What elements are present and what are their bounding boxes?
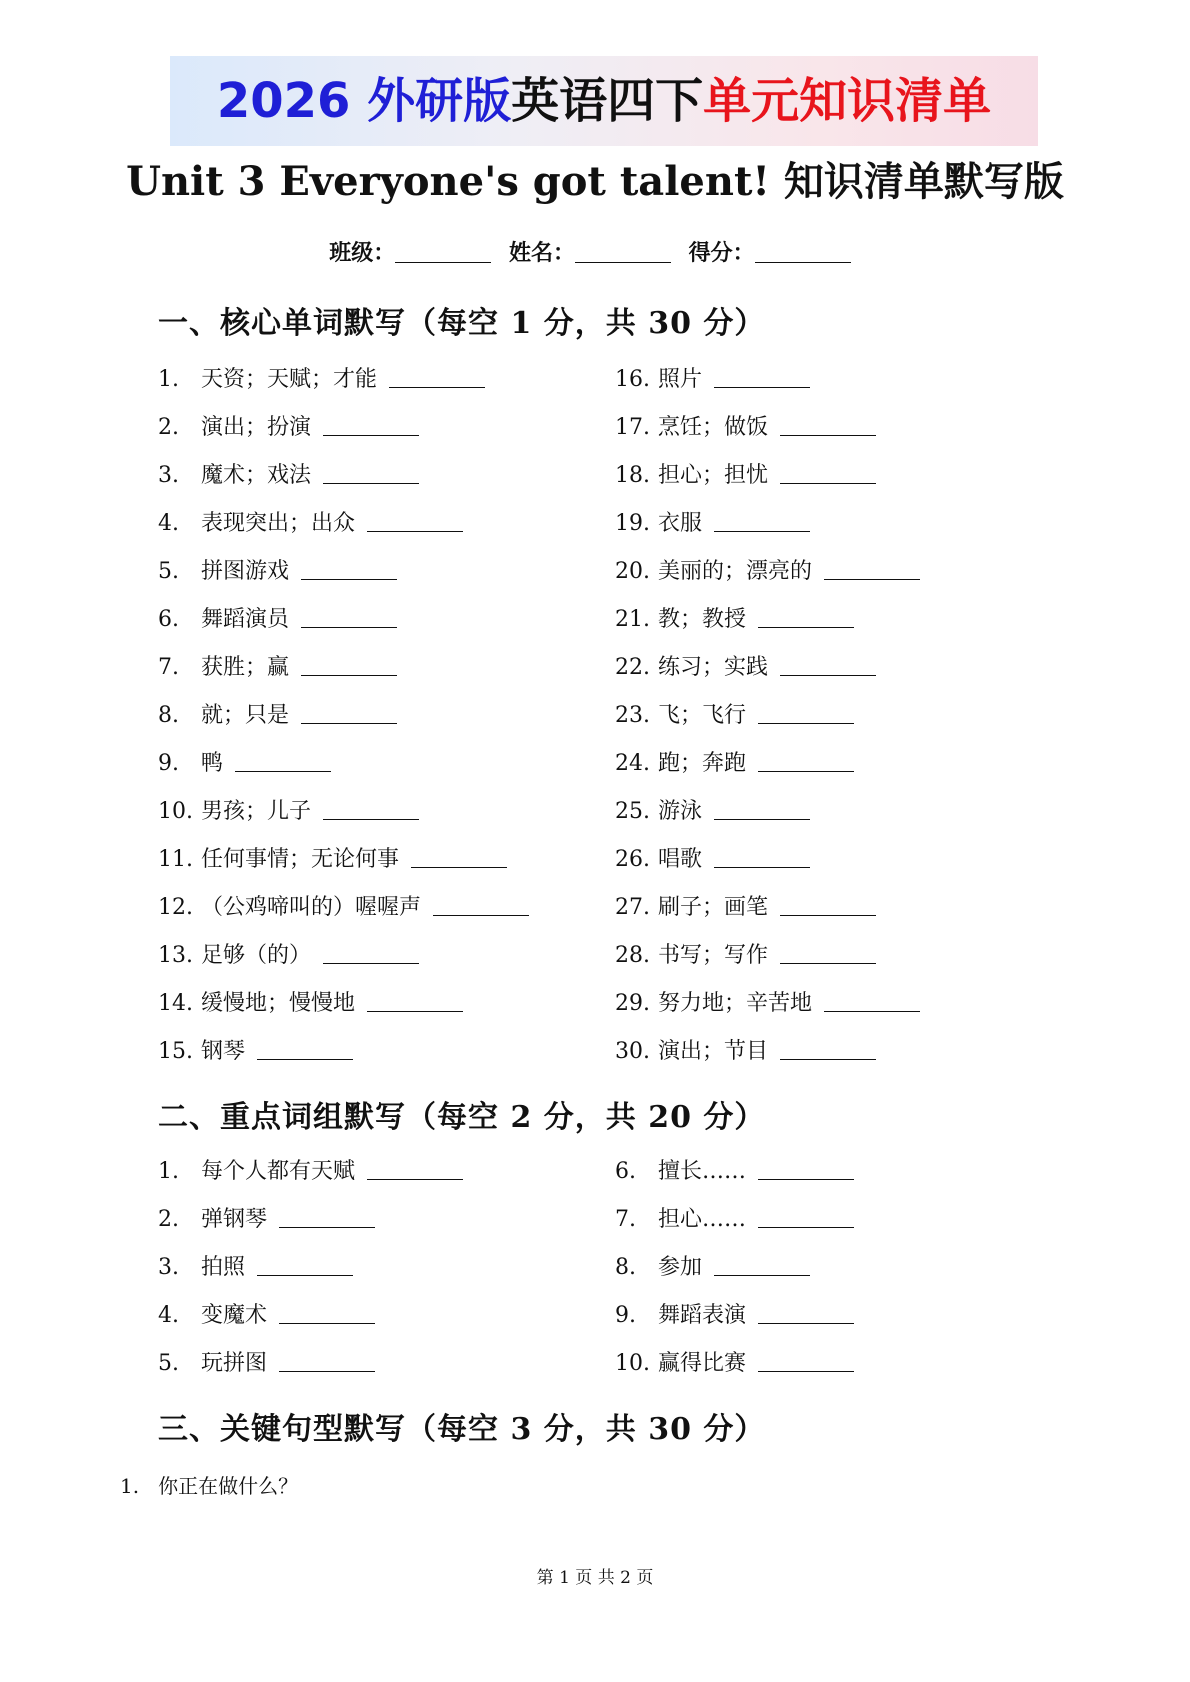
item-text: 烹饪；做饭 [658, 415, 769, 440]
answer-blank[interactable] [433, 895, 529, 916]
item-text: 飞；飞行 [658, 703, 747, 728]
item-number: 5. [158, 1351, 179, 1376]
item-text: 游泳 [658, 799, 703, 824]
item-text: 努力地；辛苦地 [658, 991, 813, 1016]
answer-blank[interactable] [758, 703, 854, 724]
item-text: 天资；天赋；才能 [201, 367, 378, 392]
item-text: 擅长…… [658, 1159, 747, 1184]
sentence-item [120, 1470, 298, 1499]
item-text: 拍照 [201, 1255, 246, 1280]
item-text: 书写；写作 [658, 943, 769, 968]
item-text: 美丽的；漂亮的 [658, 559, 813, 584]
item-number: 1. [158, 1159, 179, 1184]
answer-blank[interactable] [257, 1255, 353, 1276]
answer-blank[interactable] [714, 847, 810, 868]
item-text: 演出；扮演 [201, 415, 312, 440]
item-number: 7. [158, 655, 179, 680]
answer-blank[interactable] [367, 991, 463, 1012]
list-item [158, 653, 397, 683]
item-number: 5. [158, 559, 179, 584]
item-text: 魔术；戏法 [201, 463, 312, 488]
item-text: 缓慢地；慢慢地 [201, 991, 356, 1016]
item-number: 24. [615, 751, 650, 776]
answer-blank[interactable] [323, 943, 419, 964]
item-number: 7. [615, 1207, 636, 1232]
list-item [615, 941, 876, 971]
item-number: 29. [615, 991, 650, 1016]
item-number: 30. [615, 1039, 650, 1064]
item-text: 就；只是 [201, 703, 290, 728]
item-number: 17. [615, 415, 650, 440]
answer-blank[interactable] [323, 799, 419, 820]
section-heading-sentences: 三、关键句型默写（每空 3 分，共 30 分） [158, 1412, 766, 1447]
list-item [615, 461, 876, 491]
item-text: 赢得比赛 [658, 1351, 747, 1376]
answer-blank[interactable] [301, 703, 397, 724]
section-heading-words: 一、核心单词默写（每空 1 分，共 30 分） [158, 306, 766, 341]
item-number: 10. [158, 799, 193, 824]
answer-blank[interactable] [367, 511, 463, 532]
sentence-text: 你正在做什么？ [158, 1474, 299, 1498]
item-number: 25. [615, 799, 650, 824]
answer-blank[interactable] [279, 1303, 375, 1324]
answer-blank[interactable] [758, 1351, 854, 1372]
item-number: 20. [615, 559, 650, 584]
answer-blank[interactable] [279, 1207, 375, 1228]
list-item [158, 845, 507, 875]
item-text: 玩拼图 [201, 1351, 268, 1376]
item-text: 演出；节目 [658, 1039, 769, 1064]
item-number: 14. [158, 991, 193, 1016]
item-text: 教；教授 [658, 607, 747, 632]
list-item [615, 989, 920, 1019]
item-number: 16. [615, 367, 650, 392]
answer-blank[interactable] [367, 1159, 463, 1180]
item-number: 10. [615, 1351, 650, 1376]
item-number: 11. [158, 847, 193, 872]
list-item [615, 509, 810, 539]
list-item [158, 1037, 353, 1067]
answer-blank[interactable] [235, 751, 331, 772]
item-number: 18. [615, 463, 650, 488]
name-label: 姓名： [508, 240, 575, 266]
list-item [615, 797, 810, 827]
item-text: 每个人都有天赋 [201, 1159, 356, 1184]
list-item [158, 989, 463, 1019]
item-text: 足够（的） [201, 943, 312, 968]
answer-blank[interactable] [758, 1207, 854, 1228]
list-item [158, 1205, 375, 1235]
item-text: 舞蹈演员 [201, 607, 290, 632]
list-item [615, 1205, 854, 1235]
item-number: 3. [158, 463, 179, 488]
item-text: 练习；实践 [658, 655, 769, 680]
answer-blank[interactable] [780, 415, 876, 436]
item-text: 变魔术 [201, 1303, 268, 1328]
list-item [158, 557, 397, 587]
answer-blank[interactable] [714, 799, 810, 820]
list-item [158, 797, 419, 827]
item-text: 唱歌 [658, 847, 703, 872]
banner-title-part3: 单元知识清单 [703, 73, 992, 129]
item-number: 15. [158, 1039, 193, 1064]
item-number: 9. [158, 751, 179, 776]
list-item [158, 701, 397, 731]
list-item [158, 749, 331, 779]
item-number: 2. [158, 415, 179, 440]
page-subtitle: Unit 3 Everyone's got talent! 知识清单默写版 [126, 158, 1064, 205]
title-banner [170, 56, 1038, 146]
list-item [158, 1349, 375, 1379]
item-number: 8. [615, 1255, 636, 1280]
list-item [615, 365, 810, 395]
item-number: 12. [158, 895, 193, 920]
item-number: 28. [615, 943, 650, 968]
list-item [615, 1253, 810, 1283]
item-text: 鸭 [201, 751, 224, 776]
item-text: 跑；奔跑 [658, 751, 747, 776]
answer-blank[interactable] [279, 1351, 375, 1372]
list-item [158, 461, 419, 491]
answer-blank[interactable] [758, 607, 854, 628]
item-text: 弹钢琴 [201, 1207, 268, 1232]
answer-blank[interactable] [714, 367, 810, 388]
item-number: 4. [158, 1303, 179, 1328]
item-number: 22. [615, 655, 650, 680]
answer-blank[interactable] [824, 991, 920, 1012]
answer-blank[interactable] [714, 1255, 810, 1276]
answer-blank[interactable] [758, 1159, 854, 1180]
list-item [615, 605, 854, 635]
item-text: 刷子；画笔 [658, 895, 769, 920]
item-text: 担心；担忧 [658, 463, 769, 488]
name-blank [575, 240, 671, 263]
item-number: 1. [158, 367, 179, 392]
item-number: 19. [615, 511, 650, 536]
answer-blank[interactable] [323, 415, 419, 436]
answer-blank[interactable] [301, 607, 397, 628]
answer-blank[interactable] [780, 895, 876, 916]
score-blank [755, 240, 851, 263]
score-label: 得分： [688, 240, 755, 266]
item-number: 23. [615, 703, 650, 728]
sentence-number: 1. [120, 1474, 140, 1498]
item-text: 参加 [658, 1255, 703, 1280]
list-item [158, 509, 463, 539]
answer-blank[interactable] [714, 511, 810, 532]
list-item [615, 1301, 854, 1331]
list-item [615, 1157, 854, 1187]
item-text: 衣服 [658, 511, 703, 536]
item-text: 照片 [658, 367, 703, 392]
list-item [615, 893, 876, 923]
answer-blank[interactable] [389, 367, 485, 388]
list-item [615, 1349, 854, 1379]
item-number: 21. [615, 607, 650, 632]
item-number: 8. [158, 703, 179, 728]
page-footer: 第 1 页 共 2 页 [536, 1568, 654, 1588]
item-number: 6. [158, 607, 179, 632]
item-number: 26. [615, 847, 650, 872]
item-number: 9. [615, 1303, 636, 1328]
list-item [615, 413, 876, 443]
class-label: 班级： [329, 240, 396, 266]
answer-blank[interactable] [257, 1039, 353, 1060]
answer-blank[interactable] [758, 1303, 854, 1324]
answer-blank[interactable] [301, 655, 397, 676]
list-item [158, 413, 419, 443]
item-text: 拼图游戏 [201, 559, 290, 584]
list-item [158, 893, 529, 923]
answer-blank[interactable] [824, 559, 920, 580]
item-number: 4. [158, 511, 179, 536]
item-text: （公鸡啼叫的）喔喔声 [201, 895, 422, 920]
item-text: 舞蹈表演 [658, 1303, 747, 1328]
list-item [158, 941, 419, 971]
list-item [615, 701, 854, 731]
item-number: 27. [615, 895, 650, 920]
list-item [158, 1157, 463, 1187]
list-item [615, 653, 876, 683]
banner-title-part1: 2026 外研版 [216, 73, 512, 129]
list-item [158, 365, 485, 395]
item-text: 钢琴 [201, 1039, 246, 1064]
list-item [158, 605, 397, 635]
student-info-line [0, 236, 1190, 267]
list-item [615, 557, 920, 587]
list-item [615, 1037, 876, 1067]
answer-blank[interactable] [780, 1039, 876, 1060]
list-item [615, 845, 810, 875]
list-item [615, 749, 854, 779]
answer-blank[interactable] [301, 559, 397, 580]
list-item [158, 1253, 353, 1283]
class-blank [395, 240, 491, 263]
answer-blank[interactable] [780, 463, 876, 484]
item-text: 获胜；赢 [201, 655, 290, 680]
item-number: 3. [158, 1255, 179, 1280]
item-text: 男孩；儿子 [201, 799, 312, 824]
list-item [158, 1301, 375, 1331]
banner-title-part2: 英语四下 [511, 73, 704, 129]
answer-blank[interactable] [780, 943, 876, 964]
item-text: 表现突出；出众 [201, 511, 356, 536]
item-text: 任何事情；无论何事 [201, 847, 400, 872]
item-number: 2. [158, 1207, 179, 1232]
item-number: 13. [158, 943, 193, 968]
section-heading-phrases: 二、重点词组默写（每空 2 分，共 20 分） [158, 1100, 766, 1135]
item-text: 担心…… [658, 1207, 747, 1232]
answer-blank[interactable] [411, 847, 507, 868]
answer-blank[interactable] [758, 751, 854, 772]
answer-blank[interactable] [780, 655, 876, 676]
item-number: 6. [615, 1159, 636, 1184]
answer-blank[interactable] [323, 463, 419, 484]
